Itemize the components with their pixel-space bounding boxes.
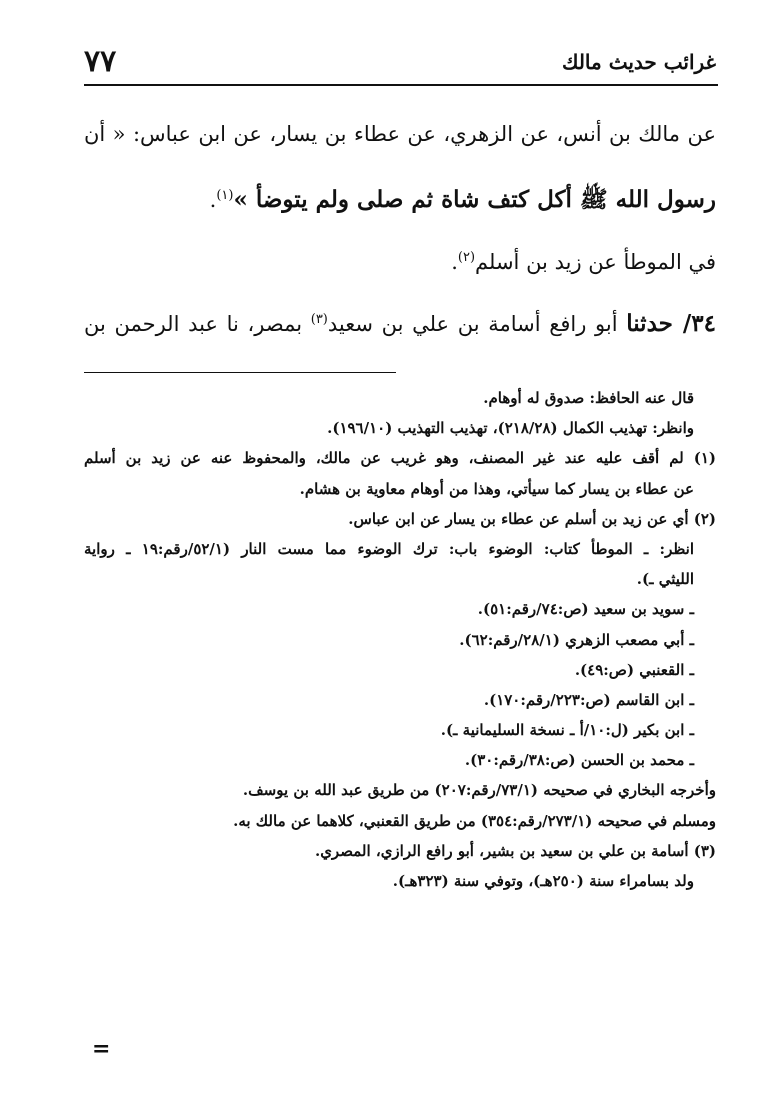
matn-text: رسول الله ﷺ أكل كتف شاة ثم صلى ولم يتوضأ » <box>233 186 716 213</box>
main-line <box>84 108 716 170</box>
main-text <box>84 108 716 356</box>
footnote-line: ـ محمد بن الحسن (ص:٣٨/رقم:٣٠). <box>464 751 694 770</box>
isnad-text: عن مالك بن أنس، عن الزهري، عن عطاء بن يسار، عن ابن عباس: « أن <box>84 122 716 146</box>
footnote-line: ولد بسامراء سنة (٢٥٠هـ)، وتوفي سنة (٣٢٣هـ). <box>392 872 694 890</box>
running-title: غرائب حديث مالك <box>561 50 716 74</box>
footnote-line: قال عنه الحافظ: صدوق له أوهام. <box>483 389 694 407</box>
punctuation: . <box>209 188 217 212</box>
footnote-ref: (٣) <box>310 312 328 327</box>
footnote-line: ـ ابن بكير (ل:١٠/أ ـ نسخة السليمانية ـ). <box>440 721 694 740</box>
footnote-line: ومسلم في صحيحه (٢٧٣/١/رقم:٣٥٤) من طريق القعنبي، كلاهما عن مالك به. <box>233 811 716 830</box>
footnote-line: (٣) أسامة بن علي بن سعيد بن بشير، أبو رافع الرازي، المصري. <box>314 841 716 860</box>
footnote-line: وأخرجه البخاري في صحيحه (٧٣/١/رقم:٢٠٧) من طريق عبد الله بن يوسف. <box>242 781 716 800</box>
footnote-line: وانظر: تهذيب الكمال (٢١٨/٢٨)، تهذيب التهذيب (١٩٦/١٠). <box>327 419 694 438</box>
narrator-text: بمصر، نا عبد الرحمن بن <box>84 312 303 336</box>
footnote-line: (٢) أي عن زيد بن أسلم عن عطاء بن يسار عن ابن عباس. <box>348 509 716 528</box>
header-rule <box>84 84 718 86</box>
continuation-mark: = <box>92 1036 111 1062</box>
footnote-line: ـ القعنبي (ص:٤٩). <box>574 660 694 679</box>
footnote-line: (١) لم أقف عليه عند غير المصنف، وهو غريب عن مالك، والمحفوظ عنه عن زيد بن أسلم <box>84 449 716 468</box>
main-line <box>84 170 716 232</box>
footnote-line: انظر: ـ الموطأ كتاب: الوضوء باب: ترك الوضوء مما مست النار (٥٢/١/رقم:١٩ ـ رواية <box>84 539 694 558</box>
footnotes <box>84 383 716 896</box>
hadith-number: ٣٤/ حدثنا <box>626 310 716 337</box>
footnote-separator <box>84 372 396 373</box>
footnote-line: ـ سويد بن سعيد (ص:٧٤/رقم:٥١). <box>477 600 694 619</box>
punctuation: . <box>451 250 458 274</box>
source-text: في الموطأ عن زيد بن أسلم <box>475 250 716 274</box>
footnote-line: ـ أبي مصعب الزهري (٢٨/١/رقم:٦٢). <box>459 630 694 649</box>
page-number: ٧٧ <box>84 44 117 79</box>
main-line <box>84 232 716 294</box>
footnote-line: الليثي ـ). <box>636 570 694 589</box>
footnote-line: عن عطاء بن يسار كما سيأتي، وهذا من أوهام معاوية بن هشام. <box>299 479 694 498</box>
footnote-ref: (١) <box>216 188 234 203</box>
main-line <box>84 294 716 356</box>
narrator-text: أبو رافع أسامة بن علي بن سعيد <box>327 312 618 336</box>
footnote-ref: (٢) <box>457 250 476 265</box>
footnote-line: ـ ابن القاسم (ص:٢٢٣/رقم:١٧٠). <box>483 690 694 709</box>
page-header <box>84 44 716 82</box>
